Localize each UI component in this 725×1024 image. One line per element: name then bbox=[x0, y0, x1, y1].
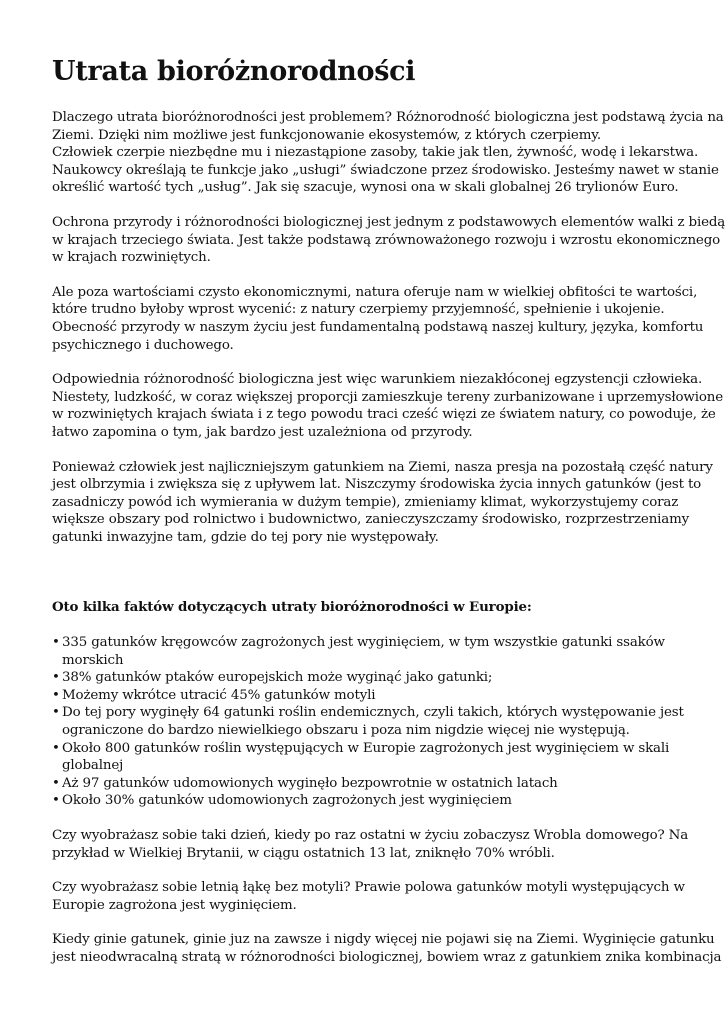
text-line: Niestety, ludzkość, w coraz większej proporcji zamieszkuje tereny zurbanizowane i uprzemysłowione bbox=[52, 389, 724, 405]
list-item bbox=[52, 775, 674, 793]
bullet-icon: • bbox=[52, 670, 60, 686]
text-line: Obecność przyrody w naszym życiu jest fundamentalną podstawą naszej kultury, języka, komfortu bbox=[52, 319, 704, 335]
paragraph-poverty-and-development bbox=[52, 214, 725, 267]
list-item bbox=[52, 669, 674, 687]
bullet-icon: • bbox=[52, 740, 60, 756]
text-line: Aż 97 gatunków udomowionych wyginęło bezpowrotnie w ostatnich latach bbox=[62, 775, 558, 791]
text-line: gatunki inwazyjne tam, gdzie do tej pory nie występowały. bbox=[52, 529, 439, 545]
text-line: które trudno byłoby wprost wycenić: z natury czerpiemy przyjemność, spełnienie i ukojenie. bbox=[52, 302, 665, 318]
text-line: zasadniczy powód ich wymierania w dużym tempie), zmieniamy klimat, wykorzystujemy coraz bbox=[52, 494, 679, 510]
text-line: Człowiek czerpie niezbędne mu i niezastąpione zasoby, takie jak tlen, żywność, wodę i lekarstwa. bbox=[52, 145, 699, 161]
text-line: w krajach trzeciego świata. Jest także podstawą zrównoważonego rozwoju i wzrostu ekonomicznego bbox=[52, 232, 721, 248]
text-line: w krajach rozwiniętych. bbox=[52, 250, 211, 266]
paragraph-non-economic-values bbox=[52, 284, 704, 354]
text-line: psychicznego i duchowego. bbox=[52, 337, 234, 353]
text-line: morskich bbox=[62, 652, 124, 668]
text-line: ograniczone do bardzo niewielkiego obszaru i poza nim nigdzie więcej nie występują. bbox=[62, 723, 630, 739]
bullet-icon: • bbox=[52, 793, 60, 809]
text-line: Naukowcy określają te funkcje jako „usługi” świadczone przez środowisko. Jesteśmy nawet w stanie bbox=[52, 162, 719, 178]
text-line: Do tej pory wyginęły 64 gatunki roślin endemicznych, czyli takich, których występowanie jest bbox=[62, 705, 684, 721]
list-item bbox=[52, 740, 674, 775]
text-line: Ochrona przyrody i różnorodności biologicznej jest jednym z podstawowych elementów walki z biedą bbox=[52, 214, 725, 230]
bullet-icon: • bbox=[52, 705, 60, 721]
list-item bbox=[52, 687, 674, 705]
bullet-icon: • bbox=[52, 635, 60, 651]
text-line: Odpowiednia różnorodność biologiczna jest więc warunkiem niezakłóconej egzystencji człowieka. bbox=[52, 372, 703, 388]
text-line: Kiedy ginie gatunek, ginie juz na zawsze i nigdy więcej nie pojawi się na Ziemi. Wyginięcie gatunku bbox=[52, 932, 715, 948]
text-line: Możemy wkrótce utracić 45% gatunków motyli bbox=[62, 687, 376, 703]
text-line: Ponieważ człowiek jest najliczniejszym gatunkiem na Ziemi, nasza presja na pozostałą część natury bbox=[52, 459, 713, 475]
text-line: Około 800 gatunków roślin występujących w Europie zagrożonych jest wyginięciem w skali bbox=[62, 740, 670, 756]
paragraph-human-existence bbox=[52, 371, 724, 441]
text-line: Czy wyobrażasz sobie taki dzień, kiedy po raz ostatni w życiu zobaczysz Wrobla domowego? Na bbox=[52, 828, 689, 843]
facts-list bbox=[52, 634, 684, 810]
text-line: większe obszary pod rolnictwo i budownictwo, zanieczyszczamy środowisko, rozprzestrzeniamy bbox=[52, 512, 690, 528]
text-line: 335 gatunków kręgowców zagrożonych jest wyginięciem, w tym wszystkie gatunki ssaków bbox=[62, 635, 665, 651]
text-line: globalnej bbox=[62, 758, 124, 774]
facts-heading: Oto kilka faktów dotyczących utraty bioróżnorodności w Europie: bbox=[52, 599, 532, 616]
text-line: Europie zagrożona jest wyginięciem. bbox=[52, 897, 297, 913]
text-line: przykład w Wielkiej Brytanii, w ciągu ostatnich 13 lat, zniknęło 70% wróbli. bbox=[52, 845, 555, 861]
text-line: jest nieodwracalną stratą w różnorodności biologicznej, bowiem wraz z gatunkiem znika kombinacja bbox=[52, 949, 722, 965]
bullet-icon: • bbox=[52, 687, 60, 703]
text-line: Ziemi. Dzięki nim możliwe jest funkcjonowanie ekosystemów, z których czerpiemy. bbox=[52, 127, 601, 143]
list-item bbox=[52, 704, 684, 739]
text-line: łatwo zapomina o tym, jak bardzo jest uzależniona od przyrody. bbox=[52, 424, 473, 440]
text-line: Około 30% gatunków udomowionych zagrożonych jest wyginięciem bbox=[62, 793, 512, 809]
page-title: Utrata bioróżnorodności bbox=[52, 56, 416, 87]
text-line: 38% gatunków ptaków europejskich może wyginąć jako gatunki; bbox=[62, 670, 493, 686]
text-line: w rozwiniętych krajach świata i z tego powodu traci cześć więzi ze światem natury, co powoduje, że bbox=[52, 407, 716, 423]
text-line: Dlaczego utrata bioróżnorodności jest problemem? Różnorodność biologiczna jest podstawą życia na bbox=[52, 110, 724, 125]
text-line: Ale poza wartościami czysto ekonomicznymi, natura oferuje nam w wielkiej obfitości te wartości, bbox=[52, 284, 698, 300]
list-item bbox=[52, 792, 674, 810]
text-line: określić wartość tych „usług”. Jak się szacuje, wynosi ona w skali globalnej 26 trylionów Euro. bbox=[52, 180, 679, 196]
paragraph-sparrows bbox=[52, 827, 689, 862]
paragraph-why-biodiversity-matters bbox=[52, 109, 724, 197]
text-line: jest olbrzymia i zwiększa się z upływem lat. Niszczymy środowiska życia innych gatunków (jest to bbox=[52, 477, 702, 493]
list-item bbox=[52, 634, 674, 669]
document-page bbox=[52, 52, 725, 967]
paragraph-human-pressure bbox=[52, 459, 713, 547]
paragraph-butterflies bbox=[52, 879, 685, 914]
text-line: Czy wyobrażasz sobie letnią łąkę bez motyli? Prawie polowa gatunków motyli występujących w bbox=[52, 880, 685, 896]
paragraph-extinction-irreversible bbox=[52, 931, 722, 966]
bullet-icon: • bbox=[52, 775, 60, 791]
